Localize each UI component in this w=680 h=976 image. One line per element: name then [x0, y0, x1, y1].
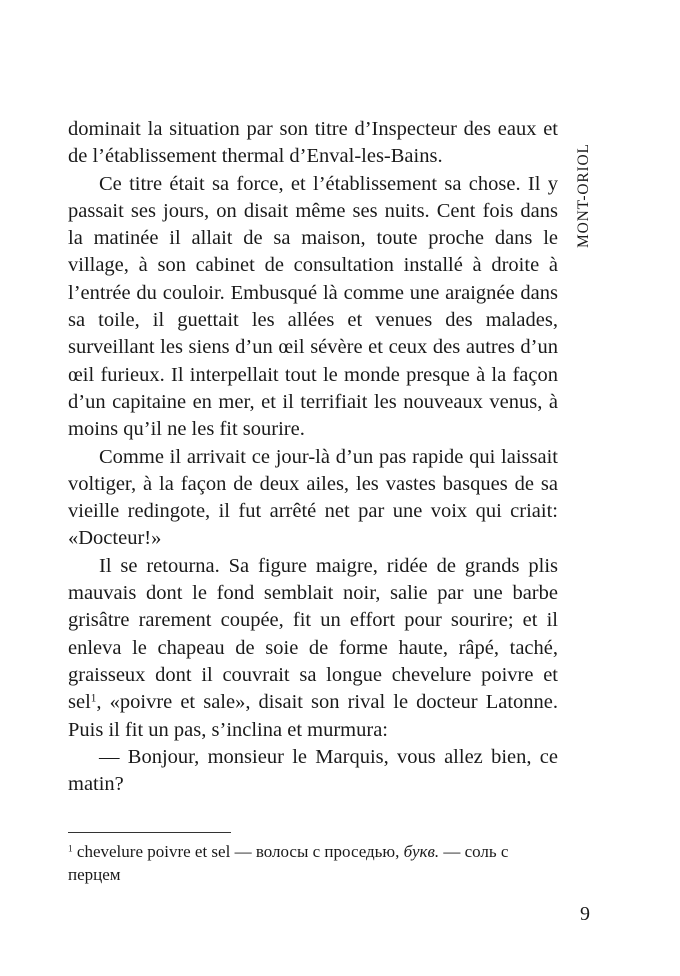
footnote — [68, 840, 558, 886]
main-text — [68, 116, 558, 798]
footnote-marker: 1 — [68, 844, 73, 855]
footnote-translation: волосы с проседью, — [255, 842, 404, 861]
page-number: 9 — [580, 903, 590, 925]
paragraph-4-after-note: , «poivre et sale», disait son rival le docteur Latonne. Puis il fit un pas, s’inclina et murmura: — [68, 691, 558, 741]
paragraph-4 — [68, 553, 558, 744]
paragraph-2: Ce titre était sa force, et l’établissement sa chose. Il y passait ses jours, on disait même ses nuits. Cent fois dans la matinée il allait de sa maison, toute proche dans le village, à son cabinet de consultation installé à droite à l’entrée du couloir. Embusqué là comme une araignée dans sa toile, il guettait les allées et venues des malades, surveillant les siens d’un œil sévère et ceux des autres d’un œil furieux. Il interpellait tout le monde presque à la façon d’un capitaine en mer, et il terrifiait les nouveaux venus, à moins qu’il ne les fit sourire. — [68, 172, 558, 441]
footnote-reference: 1 — [90, 692, 97, 705]
paragraph-4-before-note: Il se retourna. Sa figure maigre, ridée de grands plis mauvais dont le fond semblait noir, salie par une barbe grisâtre rarement coupée, fit un effort pour sourire; et il enleva le chapeau de soie de forme haute, râpé, taché, graisseux dont il couvrait sa longue chevelure poivre et sel — [68, 554, 558, 714]
paragraph-1: dominait la situation par son titre d’Inspecteur des eaux et de l’établissement thermal d’Enval-les-Bains. — [68, 118, 558, 168]
footnote-dash-2: — — [439, 842, 465, 861]
footnote-abbreviation: букв. — [403, 842, 440, 861]
paragraph-5: — Bonjour, monsieur le Marquis, vous allez bien, ce matin? — [68, 745, 558, 796]
running-title: MONT-ORIOL — [575, 143, 592, 248]
footnote-divider — [68, 832, 231, 833]
paragraph-3: Comme il arrivait ce jour-là d’un pas rapide qui laissait voltiger, à la façon de deux ailes, les vastes basques de sa vieille redingote, il fut arrêté net par une voix qui criait: «Docteur!» — [68, 445, 558, 550]
footnote-dash-1: — — [230, 842, 256, 861]
footnote-term: chevelure poivre et sel — [76, 842, 231, 861]
footnote-literal: соль с перцем — [68, 842, 509, 884]
